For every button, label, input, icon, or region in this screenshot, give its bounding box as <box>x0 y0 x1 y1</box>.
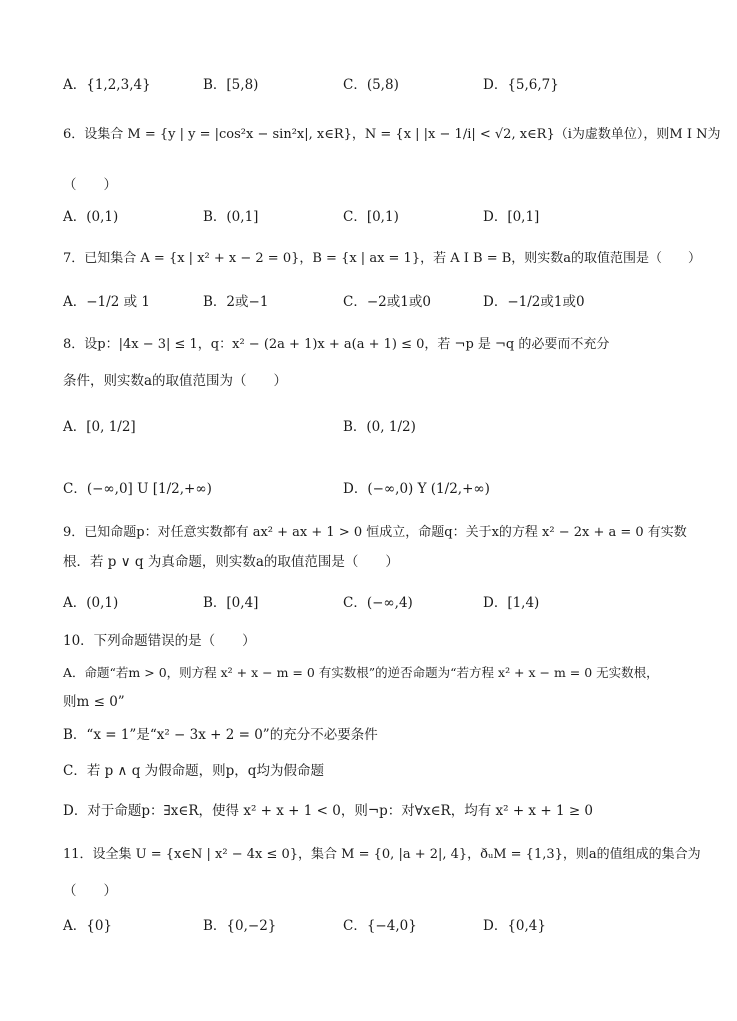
q6-option-a: A．(0,1) <box>63 209 119 225</box>
q9-option-c: C．(−∞,4) <box>343 595 413 611</box>
q5-option-b: B．[5,8) <box>203 77 259 93</box>
q10-option-c: C．若 p ∧ q 为假命题，则p，q均为假命题 <box>63 763 324 779</box>
q8-option-c: C．(−∞,0] U [1/2,+∞) <box>63 481 212 497</box>
q10-option-d: D．对于命题p：∃x∈R，使得 x² + x + 1 < 0，则¬p：对∀x∈R，均有 x² + x + 1 ≥ 0 <box>63 803 594 819</box>
q7-option-d: D．−1/2或1或0 <box>483 294 585 310</box>
q6-stem: 6．设集合 M = {y | y = |cos²x − sin²x|, x∈R}，N = {x | |x − 1/i| < √2, x∈R}（i为虚数单位），则M I N为 <box>63 127 721 142</box>
q11-option-d: D．{0,4} <box>483 918 546 934</box>
q8-option-d: D．(−∞,0) Y (1/2,+∞) <box>343 481 490 497</box>
q10-option-a-line2: 则m ≤ 0” <box>63 694 125 710</box>
q7-stem: 7．已知集合 A = {x | x² + x − 2 = 0}，B = {x | ax = 1}，若 A I B = B，则实数a的取值范围是（ ） <box>63 251 702 266</box>
q8-stem-line1: 8．设p：|4x − 3| ≤ 1，q：x² − (2a + 1)x + a(a + 1) ≤ 0，若 ¬p 是 ¬q 的必要而不充分 <box>63 337 610 352</box>
q11-option-b: B．{0,−2} <box>203 918 277 934</box>
q10-option-a-line1: A．命题“若m > 0，则方程 x² + x − m = 0 有实数根”的逆否命题为“若方程 x² + x − m = 0 无实数根， <box>63 665 659 680</box>
q7-option-b: B．2或−1 <box>203 294 269 310</box>
q11-paren: （ ） <box>63 883 117 899</box>
q9-option-a: A．(0,1) <box>63 595 119 611</box>
q11-option-a: A．{0} <box>63 918 113 934</box>
q9-stem-line2: 根．若 p ∨ q 为真命题，则实数a的取值范围是（ ） <box>63 554 399 570</box>
q9-stem-line1: 9．已知命题p：对任意实数都有 ax² + ax + 1 > 0 恒成立，命题q：关于x的方程 x² − 2x + a = 0 有实数 <box>63 525 687 540</box>
q10-stem: 10．下列命题错误的是（ ） <box>63 633 256 649</box>
q11-stem: 11．设全集 U = {x∈N | x² − 4x ≤ 0}，集合 M = {0, |a + 2|, 4}，ðᵤM = {1,3}，则a的值组成的集合为 <box>63 847 701 862</box>
q10-option-b: B．“x = 1”是“x² − 3x + 2 = 0”的充分不必要条件 <box>63 727 378 743</box>
q8-stem-line2: 条件，则实数a的取值范围为（ ） <box>63 373 288 389</box>
q7-option-c: C．−2或1或0 <box>343 294 431 310</box>
q5-option-a: A．{1,2,3,4} <box>63 77 151 93</box>
q9-option-b: B．[0,4] <box>203 595 259 611</box>
q6-option-d: D．[0,1] <box>483 209 540 225</box>
q11-option-c: C．{−4,0} <box>343 918 417 934</box>
q5-option-c: C．(5,8) <box>343 77 399 93</box>
q6-option-b: B．(0,1] <box>203 209 259 225</box>
q5-option-d: D．{5,6,7} <box>483 77 559 93</box>
q6-option-c: C．[0,1) <box>343 209 399 225</box>
q9-option-d: D．[1,4) <box>483 595 540 611</box>
q6-paren: （ ） <box>63 177 117 193</box>
q8-option-a: A．[0, 1/2] <box>63 419 136 435</box>
q8-option-b: B．(0, 1/2) <box>343 419 416 435</box>
q7-option-a: A．−1/2 或 1 <box>63 294 150 310</box>
